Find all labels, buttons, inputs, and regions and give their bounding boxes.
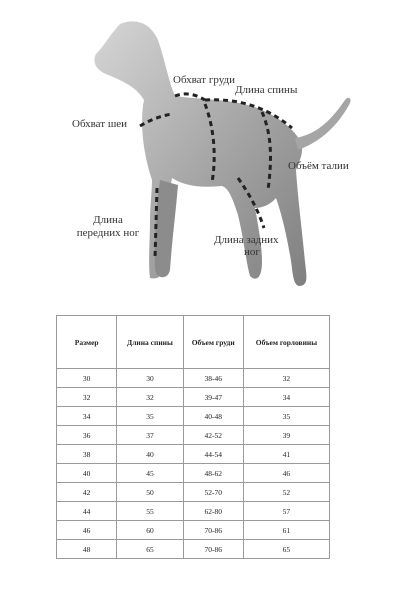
cell: 41 <box>243 445 329 464</box>
table-row <box>57 369 330 388</box>
cell: 55 <box>117 502 183 521</box>
hind-legs-line2: ног <box>244 246 260 258</box>
front-legs-line2: передних ног <box>76 227 140 239</box>
back-length-label: Длина спины <box>235 84 298 96</box>
header-neck: Объем горловины <box>243 316 329 369</box>
front-legs-line1: Длина <box>93 214 123 226</box>
cell: 32 <box>57 388 117 407</box>
cell: 39-47 <box>183 388 243 407</box>
cell: 60 <box>117 521 183 540</box>
cell: 34 <box>57 407 117 426</box>
cell: 70-86 <box>183 521 243 540</box>
cell: 36 <box>57 426 117 445</box>
hind-legs-line1: Длина задних <box>214 234 279 246</box>
header-chest: Объем груди <box>183 316 243 369</box>
cell: 39 <box>243 426 329 445</box>
header-back-length: Длина спины <box>117 316 183 369</box>
cell: 44-54 <box>183 445 243 464</box>
waist-label: Объём талии <box>288 160 349 172</box>
cell: 50 <box>117 483 183 502</box>
cell: 40-48 <box>183 407 243 426</box>
table-header-row <box>57 316 330 369</box>
table-row <box>57 483 330 502</box>
cell: 42-52 <box>183 426 243 445</box>
cell: 44 <box>57 502 117 521</box>
cell: 38 <box>57 445 117 464</box>
cell: 52 <box>243 483 329 502</box>
cell: 30 <box>57 369 117 388</box>
cell: 34 <box>243 388 329 407</box>
size-table <box>56 315 330 559</box>
cell: 32 <box>243 369 329 388</box>
cell: 70-86 <box>183 540 243 559</box>
cell: 40 <box>117 445 183 464</box>
cell: 65 <box>243 540 329 559</box>
front-legs-label <box>68 214 148 240</box>
cell: 46 <box>243 464 329 483</box>
table-row <box>57 540 330 559</box>
cell: 46 <box>57 521 117 540</box>
cell: 30 <box>117 369 183 388</box>
cell: 52-70 <box>183 483 243 502</box>
table-row <box>57 388 330 407</box>
cell: 57 <box>243 502 329 521</box>
table-row <box>57 502 330 521</box>
cell: 40 <box>57 464 117 483</box>
neck-label: Обхват шеи <box>72 118 128 130</box>
cell: 35 <box>117 407 183 426</box>
hind-legs-label <box>214 234 279 258</box>
cell: 35 <box>243 407 329 426</box>
table-row <box>57 464 330 483</box>
cell: 61 <box>243 521 329 540</box>
cell: 38-46 <box>183 369 243 388</box>
cell: 48-62 <box>183 464 243 483</box>
cell: 48 <box>57 540 117 559</box>
chest-label: Обхват груди <box>173 74 235 86</box>
cell: 37 <box>117 426 183 445</box>
cell: 62-80 <box>183 502 243 521</box>
table-row <box>57 521 330 540</box>
table-row <box>57 445 330 464</box>
cell: 65 <box>117 540 183 559</box>
cell: 45 <box>117 464 183 483</box>
table-row <box>57 407 330 426</box>
cell: 32 <box>117 388 183 407</box>
table-row <box>57 426 330 445</box>
header-size: Размер <box>57 316 117 369</box>
cell: 42 <box>57 483 117 502</box>
